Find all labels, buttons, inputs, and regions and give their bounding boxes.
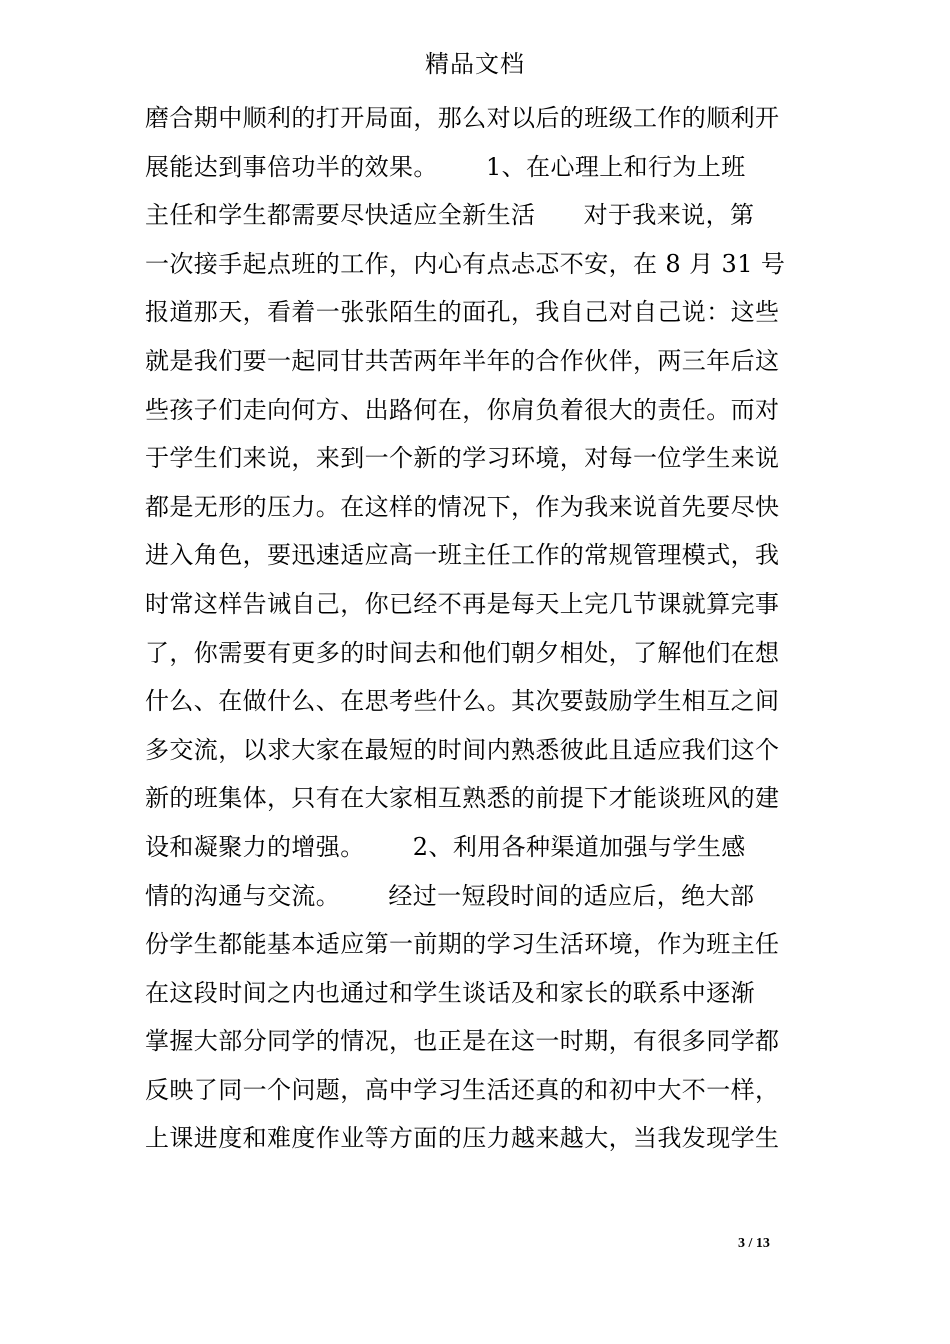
text-line: 上课进度和难度作业等方面的压力越来越大，当我发现学生 [145,1124,780,1153]
text-line: 份学生都能基本适应第一前期的学习生活环境，作为班主任 [145,930,780,959]
text-line: 磨合期中顺利的打开局面，那么对以后的班级工作的顺利开 [145,104,780,132]
text-line: 了，你需要有更多的时间去和他们朝夕相处，了解他们在想 [145,638,780,667]
text-line: 一次接手起点班的工作，内心有点忐忑不安，在 8 月 31 号 [145,249,786,278]
document-body [145,94,825,1163]
text-line: 于学生们来说，来到一个新的学习环境，对每一位学生来说 [145,444,780,473]
text-line: 就是我们要一起同甘共苦两年半年的合作伙伴，两三年后这 [145,346,780,375]
text-line: 都是无形的压力。在这样的情况下，作为我来说首先要尽快 [145,492,780,521]
text-line: 设和凝聚力的增强。 2、利用各种渠道加强与学生感 [145,832,746,861]
text-line: 报道那天，看着一张张陌生的面孔，我自己对自己说：这些 [145,298,780,327]
text-line: 在这段时间之内也通过和学生谈话及和家长的联系中逐渐 [145,978,755,1007]
text-line: 时常这样告诫自己，你已经不再是每天上完几节课就算完事 [145,589,780,618]
page-header-title: 精品文档 [425,50,525,78]
text-line: 主任和学生都需要尽快适应全新生活 对于我来说，第 [145,201,755,230]
text-line: 反映了同一个问题，高中学习生活还真的和初中大不一样， [145,1075,780,1104]
text-line: 新的班集体，只有在大家相互熟悉的前提下才能谈班风的建 [145,784,780,813]
text-line: 掌握大部分同学的情况，也正是在这一时期，有很多同学都 [145,1027,780,1056]
text-line: 些孩子们走向何方、出路何在，你肩负着很大的责任。而对 [145,395,780,424]
page-number: 3 / 13 [738,1236,770,1251]
text-line: 展能达到事倍功半的效果。 1、在心理上和行为上班 [145,152,746,181]
text-line: 什么、在做什么、在思考些什么。其次要鼓励学生相互之间 [145,687,780,716]
text-line: 进入角色，要迅速适应高一班主任工作的常规管理模式，我 [145,541,780,570]
text-line: 多交流，以求大家在最短的时间内熟悉彼此且适应我们这个 [145,735,780,764]
text-line: 情的沟通与交流。 经过一短段时间的适应后，绝大部 [145,881,755,910]
